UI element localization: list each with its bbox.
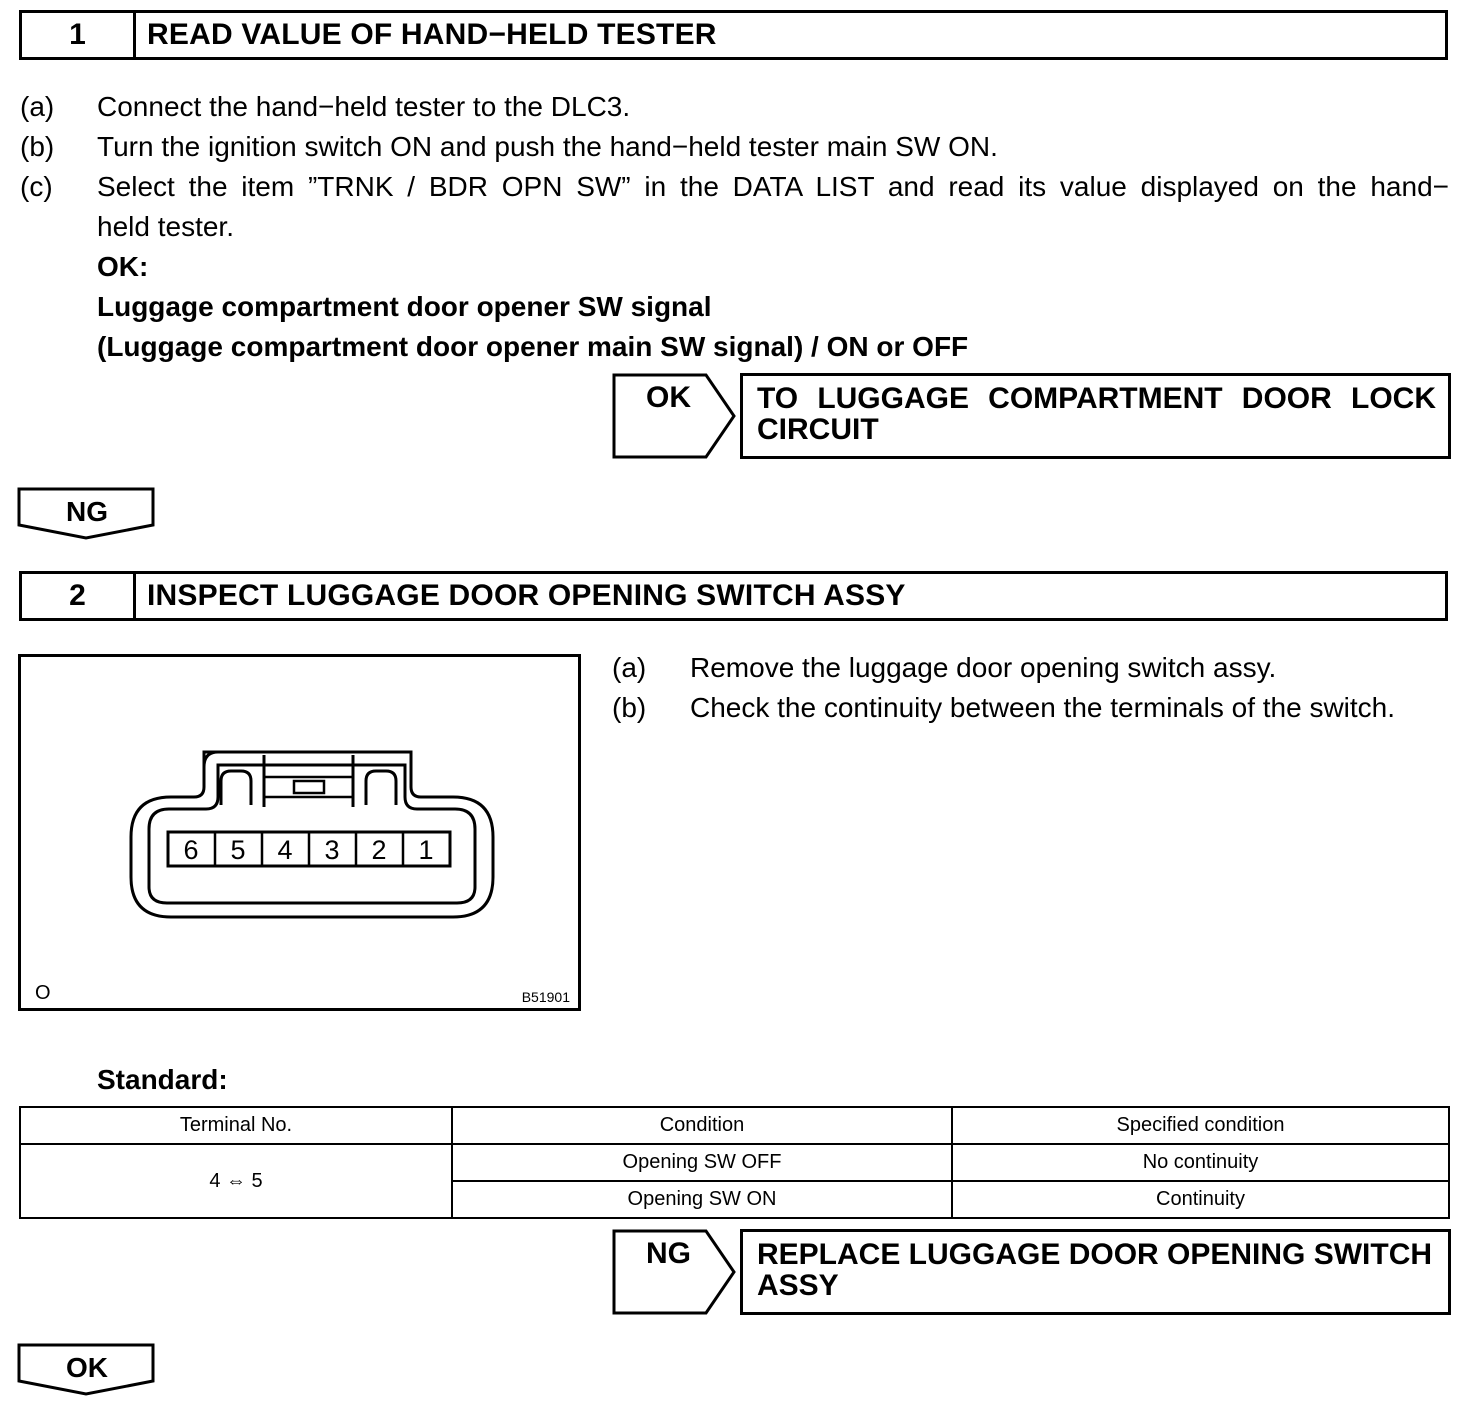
ok-flow-label: OK [66, 1352, 108, 1383]
table-row [20, 1144, 1449, 1181]
instruction-text: Remove the luggage door opening switch assy. [690, 652, 1277, 683]
ok-heading: OK: [97, 251, 149, 282]
condition-cell: Opening SW OFF [452, 1144, 952, 1181]
pin-label: 4 [277, 835, 293, 865]
step-title: INSPECT LUGGAGE DOOR OPENING SWITCH ASSY [147, 579, 906, 612]
step-2-header [19, 571, 1448, 621]
connector-figure [18, 654, 581, 1011]
ok-arrow-label: OK [646, 381, 691, 414]
standard-table [19, 1106, 1450, 1219]
result-text-line: REPLACE LUGGAGE DOOR OPENING SWITCH [757, 1238, 1433, 1271]
step-1-header [19, 10, 1448, 60]
terminal-cell: 4 ⇔ 5 [20, 1144, 452, 1218]
pin-label: 6 [183, 835, 199, 865]
item-label: (c) [20, 171, 53, 202]
instruction-text-line: Select the item ”TRNK / BDR OPN SW” in the DATA LIST and read its value displayed on the hand− [97, 171, 1449, 202]
instruction-text: Check the continuity between the terminals of the switch. [690, 692, 1396, 723]
result-text-line: CIRCUIT [757, 413, 879, 446]
standard-heading: Standard: [97, 1064, 228, 1095]
item-label: (b) [20, 131, 55, 162]
condition-cell: Opening SW ON [452, 1181, 952, 1218]
instruction-text: Connect the hand−held tester to the DLC3. [97, 91, 631, 122]
step-number: 1 [22, 13, 136, 57]
item-label: (a) [20, 91, 55, 122]
instruction-text-continued: held tester. [97, 211, 234, 242]
result-text-line: ASSY [757, 1269, 839, 1302]
specified-cell: No continuity [952, 1144, 1449, 1181]
pin-label: 2 [371, 835, 387, 865]
step-title: READ VALUE OF HAND−HELD TESTER [147, 18, 717, 51]
table-header-cell: Condition [452, 1107, 952, 1144]
figure-code: B51901 [521, 989, 570, 1005]
result-box [740, 373, 1451, 459]
pin-label: 5 [230, 835, 246, 865]
ng-flow-label: NG [66, 496, 108, 527]
connector-diagram [21, 657, 578, 1008]
ok-criteria-line: (Luggage compartment door opener main SW signal) / ON or OFF [97, 331, 969, 362]
result-box [740, 1229, 1451, 1315]
figure-corner-mark: O [35, 982, 51, 1004]
item-label: (b) [612, 692, 647, 723]
table-header-cell: Specified condition [952, 1107, 1449, 1144]
instruction-text [97, 170, 1449, 204]
item-label: (a) [612, 652, 647, 683]
ok-criteria-line: Luggage compartment door opener SW signal [97, 291, 712, 322]
table-header-row [20, 1107, 1449, 1144]
specified-cell: Continuity [952, 1181, 1449, 1218]
table-header-cell: Terminal No. [20, 1107, 452, 1144]
pin-label: 3 [324, 835, 340, 865]
step-number: 2 [22, 574, 136, 618]
result-text-line: TO LUGGAGE COMPARTMENT DOOR LOCK [757, 382, 1436, 415]
pin-label: 1 [418, 835, 434, 865]
ng-arrow-label: NG [646, 1237, 691, 1270]
instruction-text: Turn the ignition switch ON and push the hand−held tester main SW ON. [97, 131, 998, 162]
